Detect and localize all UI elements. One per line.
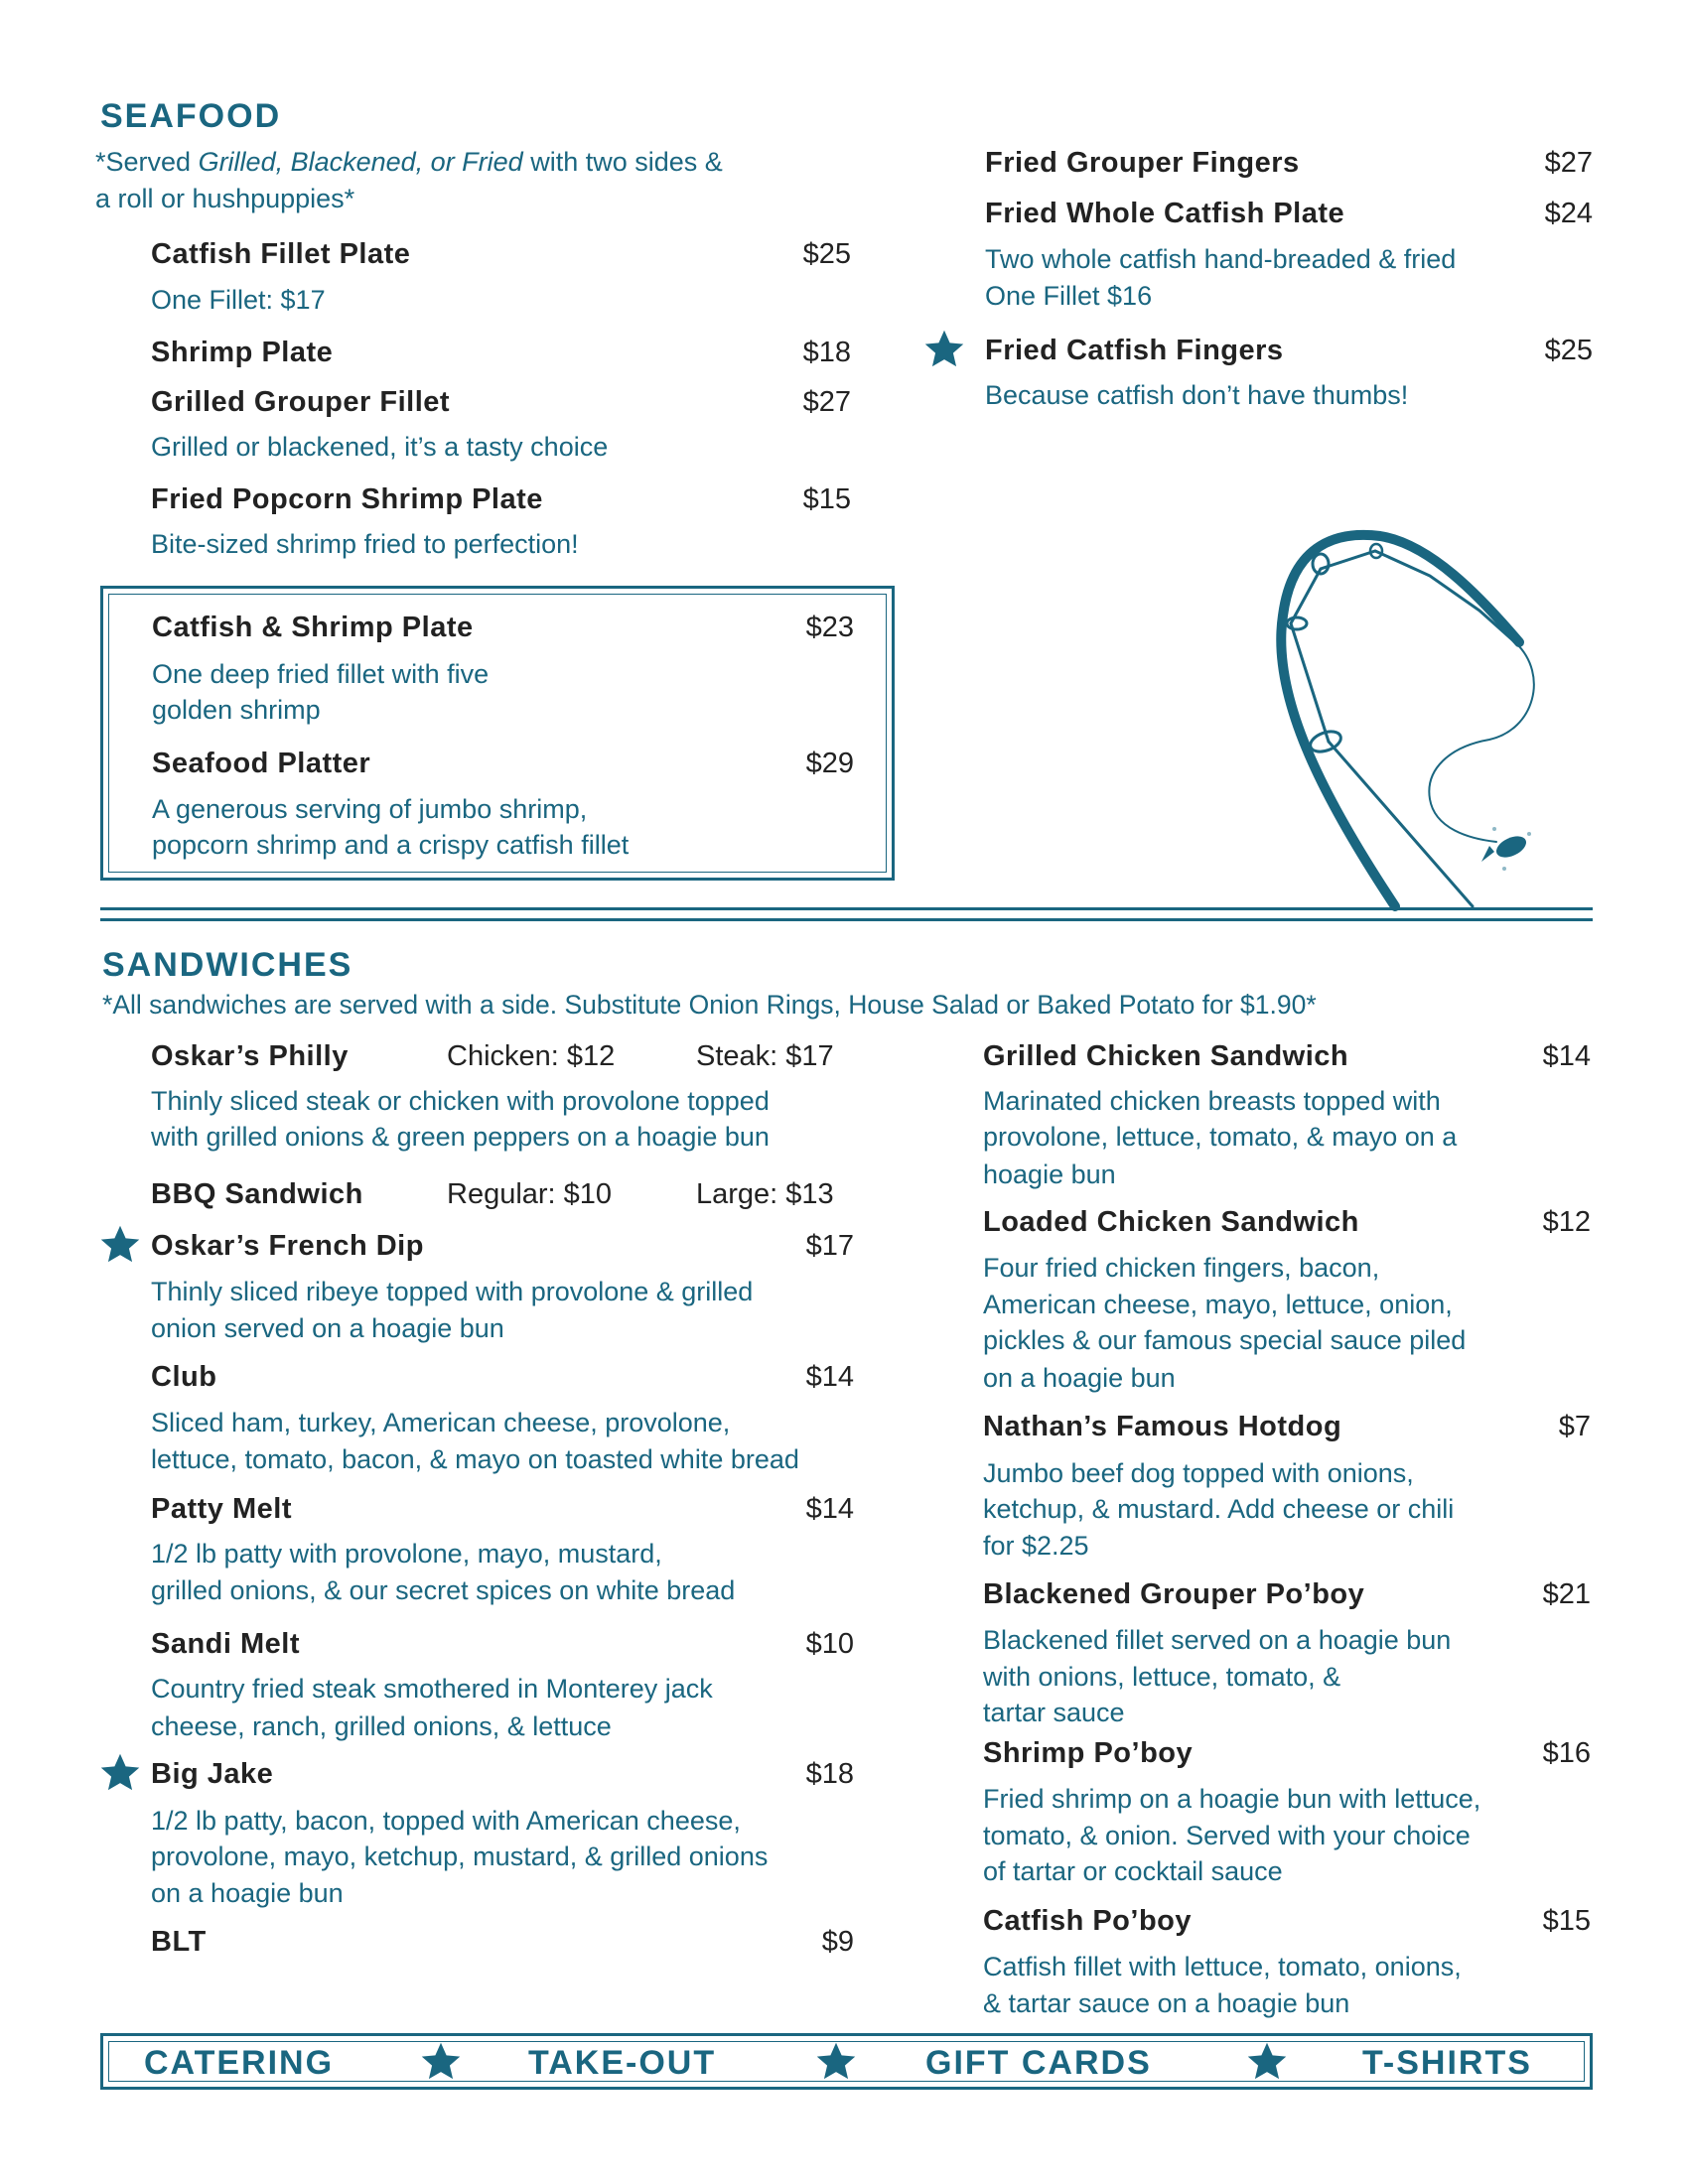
- menu-item-description: tomato, & onion. Served with your choice: [983, 1821, 1471, 1850]
- menu-item-description: golden shrimp: [152, 695, 321, 725]
- menu-item-description: 1/2 lb patty, bacon, topped with American cheese,: [151, 1806, 741, 1836]
- menu-item-name: Catfish & Shrimp Plate: [152, 612, 474, 643]
- menu-item-description: onion served on a hoagie bun: [151, 1313, 504, 1343]
- menu-item-name: Fried Popcorn Shrimp Plate: [151, 483, 543, 515]
- note-text: *Served: [95, 147, 199, 177]
- menu-item-description: pickles & our famous special sauce piled: [983, 1325, 1467, 1355]
- menu-item-description: Two whole catfish hand-breaded & fried: [985, 244, 1457, 274]
- menu-item-description: Fried shrimp on a hoagie bun with lettuce,: [983, 1784, 1481, 1814]
- fish-icon: [1481, 827, 1531, 871]
- menu-item-description: A generous serving of jumbo shrimp,: [152, 794, 588, 824]
- menu-item-price: $29: [805, 748, 854, 779]
- menu-item-name: Shrimp Plate: [151, 337, 334, 368]
- menu-item-name: Fried Catfish Fingers: [985, 335, 1284, 366]
- menu-item-name: Shrimp Po’boy: [983, 1737, 1194, 1769]
- menu-item-name: Grilled Grouper Fillet: [151, 386, 451, 418]
- section-divider: [100, 907, 1593, 910]
- menu-item-price: $15: [802, 483, 851, 515]
- menu-item-price: $10: [805, 1628, 854, 1660]
- menu-item-description: One Fillet $16: [985, 281, 1153, 311]
- sandwiches-heading: SANDWICHES: [102, 946, 353, 984]
- menu-item-price: $23: [805, 612, 854, 643]
- menu-item-description: Sliced ham, turkey, American cheese, provolone,: [151, 1408, 731, 1437]
- menu-item-price: $15: [1542, 1905, 1591, 1937]
- menu-item-description: One Fillet: $17: [151, 285, 326, 315]
- menu-item-name: Oskar’s Philly: [151, 1040, 349, 1072]
- menu-item-name: Fried Grouper Fingers: [985, 147, 1300, 179]
- menu-item-description: Because catfish don’t have thumbs!: [985, 380, 1409, 410]
- menu-item-description: Four fried chicken fingers, bacon,: [983, 1253, 1380, 1283]
- menu-item-description: 1/2 lb patty with provolone, mayo, mustard,: [151, 1539, 662, 1569]
- menu-item-description: Catfish fillet with lettuce, tomato, onions,: [983, 1952, 1462, 1981]
- menu-item-description: of tartar or cocktail sauce: [983, 1856, 1283, 1886]
- menu-item-option-price: Regular: $10: [447, 1178, 613, 1210]
- menu-item-name: Blackened Grouper Po’boy: [983, 1578, 1365, 1610]
- menu-item-description: provolone, mayo, ketchup, mustard, & grilled onions: [151, 1842, 769, 1871]
- menu-item-description: Thinly sliced ribeye topped with provolone & grilled: [151, 1277, 754, 1306]
- menu-item-name: BBQ Sandwich: [151, 1178, 363, 1210]
- menu-item-name: Patty Melt: [151, 1493, 292, 1525]
- menu-item-price: $25: [1544, 335, 1593, 366]
- menu-item-option-price: Chicken: $12: [447, 1040, 616, 1072]
- menu-item-price: $12: [1542, 1206, 1591, 1238]
- note-italic: Grilled, Blackened, or Fried: [198, 147, 523, 177]
- menu-item-description: Marinated chicken breasts topped with: [983, 1086, 1441, 1116]
- footer-gift-cards: GIFT CARDS: [925, 2044, 1152, 2082]
- menu-item-description: for $2.25: [983, 1531, 1089, 1561]
- footer-take-out: TAKE-OUT: [528, 2044, 717, 2082]
- menu-item-name: Catfish Fillet Plate: [151, 238, 411, 270]
- menu-item-name: Seafood Platter: [152, 748, 371, 779]
- menu-item-price: $27: [802, 386, 851, 418]
- menu-item-price: $18: [802, 337, 851, 368]
- menu-item-name: BLT: [151, 1926, 207, 1958]
- menu-item-description: Grilled or blackened, it’s a tasty choice: [151, 432, 609, 462]
- menu-item-name: Club: [151, 1361, 217, 1393]
- seafood-note-line2: a roll or hushpuppies*: [95, 184, 355, 213]
- menu-item-name: Nathan’s Famous Hotdog: [983, 1411, 1342, 1442]
- menu-item-price: $14: [1542, 1040, 1591, 1072]
- menu-item-price: $24: [1544, 198, 1593, 229]
- star-icon: [420, 2041, 462, 2083]
- star-icon: [99, 1752, 141, 1794]
- menu-item-name: Oskar’s French Dip: [151, 1230, 424, 1262]
- menu-item-description: cheese, ranch, grilled onions, & lettuce: [151, 1711, 612, 1741]
- menu-item-price: $9: [821, 1926, 854, 1958]
- star-icon: [99, 1224, 141, 1266]
- menu-item-price: $21: [1542, 1578, 1591, 1610]
- menu-item-price: $7: [1558, 1411, 1591, 1442]
- menu-item-description: hoagie bun: [983, 1160, 1116, 1189]
- menu-item-description: One deep fried fillet with five: [152, 659, 490, 689]
- star-icon: [923, 329, 965, 370]
- menu-item-description: Country fried steak smothered in Monterey jack: [151, 1674, 713, 1704]
- menu-item-price: $27: [1544, 147, 1593, 179]
- menu-item-price: $18: [805, 1758, 854, 1790]
- menu-item-description: Jumbo beef dog topped with onions,: [983, 1458, 1414, 1488]
- menu-item-description: & tartar sauce on a hoagie bun: [983, 1988, 1350, 2018]
- menu-item-name: Sandi Melt: [151, 1628, 301, 1660]
- menu-item-description: with grilled onions & green peppers on a hoagie bun: [151, 1122, 770, 1152]
- menu-item-description: Bite-sized shrimp fried to perfection!: [151, 529, 579, 559]
- menu-item-option-price: Steak: $17: [696, 1040, 834, 1072]
- menu-item-description: provolone, lettuce, tomato, & mayo on a: [983, 1122, 1458, 1152]
- menu-item-description: tartar sauce: [983, 1698, 1125, 1727]
- menu-item-name: Catfish Po’boy: [983, 1905, 1193, 1937]
- note-text: with two sides &: [522, 147, 723, 177]
- section-divider: [100, 918, 1593, 921]
- menu-item-description: with onions, lettuce, tomato, &: [983, 1662, 1341, 1692]
- footer-t-shirts: T-SHIRTS: [1362, 2044, 1532, 2082]
- menu-item-description: on a hoagie bun: [151, 1878, 344, 1908]
- menu-item-description: lettuce, tomato, bacon, & mayo on toasted white bread: [151, 1444, 799, 1474]
- menu-item-description: American cheese, mayo, lettuce, onion,: [983, 1290, 1453, 1319]
- star-icon: [1246, 2041, 1288, 2083]
- seafood-heading: SEAFOOD: [100, 97, 282, 135]
- menu-item-description: on a hoagie bun: [983, 1363, 1176, 1393]
- menu-item-price: $17: [805, 1230, 854, 1262]
- star-icon: [815, 2041, 857, 2083]
- sandwiches-note: *All sandwiches are served with a side. Substitute Onion Rings, House Salad or Baked Potato for $1.90*: [102, 990, 1317, 1020]
- menu-item-name: Fried Whole Catfish Plate: [985, 198, 1345, 229]
- menu-item-option-price: Large: $13: [696, 1178, 834, 1210]
- menu-item-description: Blackened fillet served on a hoagie bun: [983, 1625, 1452, 1655]
- menu-item-description: popcorn shrimp and a crispy catfish fillet: [152, 830, 630, 860]
- menu-item-name: Grilled Chicken Sandwich: [983, 1040, 1349, 1072]
- menu-item-name: Loaded Chicken Sandwich: [983, 1206, 1359, 1238]
- menu-item-name: Big Jake: [151, 1758, 274, 1790]
- menu-item-price: $16: [1542, 1737, 1591, 1769]
- menu-item-price: $14: [805, 1361, 854, 1393]
- menu-item-description: grilled onions, & our secret spices on white bread: [151, 1575, 736, 1605]
- menu-item-description: Thinly sliced steak or chicken with provolone topped: [151, 1086, 770, 1116]
- menu-item-price: $14: [805, 1493, 854, 1525]
- menu-item-price: $25: [802, 238, 851, 270]
- menu-item-description: ketchup, & mustard. Add cheese or chili: [983, 1494, 1455, 1524]
- footer-catering: CATERING: [144, 2044, 335, 2082]
